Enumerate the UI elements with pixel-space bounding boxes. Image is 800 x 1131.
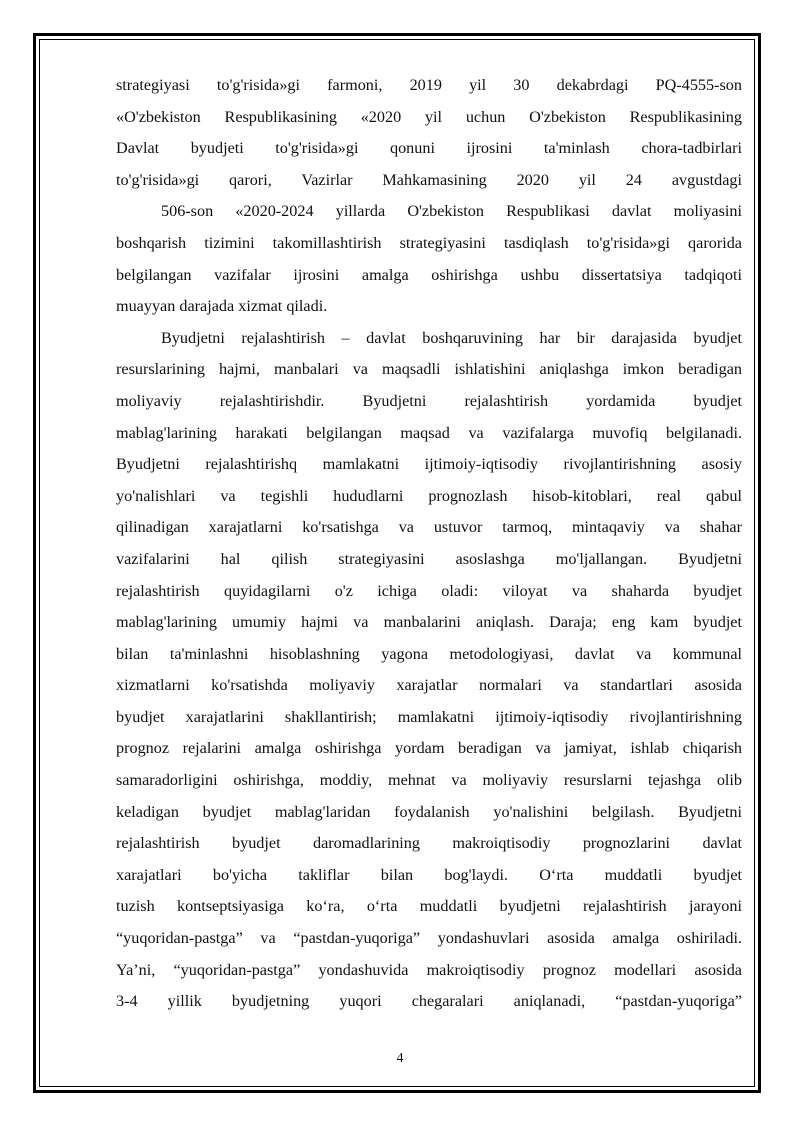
text-line: rejalashtirish byudjet daromadlarining makroiqtisodiy prognozlarini davlat	[116, 834, 742, 853]
text-line: qilinadigan xarajatlarni ko'rsatishga va ustuvor tarmoq, mintaqaviy va shahar	[116, 518, 742, 537]
text-line: Davlat byudjeti to'g'risida»gi qonuni ijrosini ta'minlash chora-tadbirlari	[116, 139, 742, 158]
text-line: xarajatlari bo'yicha takliflar bilan bog'laydi. O‘rta muddatli byudjet	[116, 865, 742, 884]
text-line: mablag'larining umumiy hajmi va manbalarini aniqlash. Daraja; eng kam byudjet	[116, 613, 742, 632]
text-line: prognoz rejalarini amalga oshirishga yordam beradigan va jamiyat, ishlab chiqarish	[116, 739, 742, 758]
text-line: keladigan byudjet mablag'laridan foydalanish yo'nalishini belgilash. Byudjetni	[116, 802, 742, 821]
text-line: yo'nalishlari va tegishli hududlarni prognozlash hisob-kitoblari, real qabul	[116, 486, 742, 505]
text-line: Byudjetni rejalashtirish – davlat boshqaruvining har bir darajasida byudjet	[161, 328, 742, 347]
page-number: 4	[396, 1051, 404, 1066]
text-line: 3-4 yillik byudjetning yuqori chegaralari aniqlanadi, “pastdan-yuqoriga”	[116, 992, 742, 1011]
text-line: «O'zbekiston Respublikasining «2020 yil uchun O'zbekiston Respublikasining	[116, 107, 742, 126]
text-line: bilan ta'minlashni hisoblashning yagona metodologiyasi, davlat va kommunal	[116, 644, 742, 663]
body-text	[116, 70, 742, 1018]
text-line: vazifalarini hal qilish strategiyasini asoslashga mo'ljallangan. Byudjetni	[116, 549, 742, 568]
text-line: resurslarining hajmi, manbalari va maqsadli ishlatishini aniqlashga imkon beradigan	[116, 360, 742, 379]
text-line: Byudjetni rejalashtirishq mamlakatni ijtimoiy-iqtisodiy rivojlantirishning asosiy	[116, 455, 742, 474]
text-line: boshqarish tizimini takomillashtirish strategiyasini tasdiqlash to'g'risida»gi qarorida	[116, 233, 742, 252]
text-line: belgilangan vazifalar ijrosini amalga oshirishga ushbu dissertatsiya tadqiqoti	[116, 265, 742, 284]
text-line: moliyaviy rejalashtirishdir. Byudjetni rejalashtirish yordamida byudjet	[116, 391, 742, 410]
text-line: to'g'risida»gi qarori, Vazirlar Mahkamasining 2020 yil 24 avgustdagi	[116, 170, 742, 189]
text-line: byudjet xarajatlarini shakllantirish; mamlakatni ijtimoiy-iqtisodiy rivojlantirishning	[116, 707, 742, 726]
text-line: Ya’ni, “yuqoridan-pastga” yondashuvida makroiqtisodiy prognoz modellari asosida	[116, 960, 742, 979]
text-line: tuzish kontseptsiyasiga ko‘ra, o‘rta muddatli byudjetni rejalashtirish jarayoni	[116, 897, 742, 916]
text-line: muayyan darajada xizmat qiladi.	[116, 297, 328, 316]
text-line: strategiyasi to'g'risida»gi farmoni, 2019 yil 30 dekabrdagi PQ-4555-son	[116, 76, 742, 94]
text-line: samaradorligini oshirishga, moddiy, mehnat va moliyaviy resurslarni tejashga olib	[116, 771, 742, 790]
text-line: 506-son «2020-2024 yillarda O'zbekiston Respublikasi davlat moliyasini	[161, 202, 742, 221]
text-line: “yuqoridan-pastga” va “pastdan-yuqoriga” yondashuvlari asosida amalga oshiriladi.	[116, 929, 742, 948]
text-line: rejalashtirish quyidagilarni o'z ichiga oladi: viloyat va shaharda byudjet	[116, 581, 742, 600]
text-line: mablag'larining harakati belgilangan maqsad va vazifalarga muvofiq belgilanadi.	[116, 423, 742, 442]
text-line: xizmatlarni ko'rsatishda moliyaviy xarajatlar normalari va standartlari asosida	[116, 676, 742, 695]
